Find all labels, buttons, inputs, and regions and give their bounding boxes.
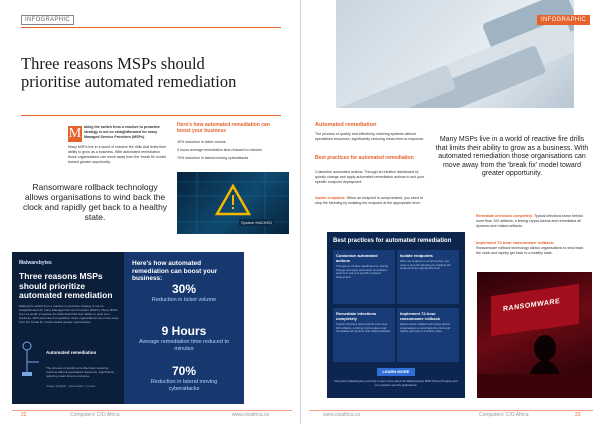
card-item-title: Customize automated actions <box>336 253 378 263</box>
stat-label: Reduction in ticket volume <box>151 297 217 303</box>
best-body: Customise automated actions: Through an intuitive dashboard UI, quickly change and apply automated remediation actions to suit your specific endpoint deployment. <box>315 170 425 184</box>
best-practices-card <box>327 232 465 398</box>
card-item-title: Isolate endpoints <box>400 253 433 258</box>
ransomware-photo <box>477 272 592 398</box>
section-tag: INFOGRAPHIC <box>21 15 74 25</box>
magazine-name: Computers' CIO Africa <box>479 412 529 418</box>
stats-heading: Here's how automated remediation can boost your business: <box>132 260 218 282</box>
infographic-panel <box>12 252 124 404</box>
pull-quote: Ransomware rollback technology allows organisations to wind back the clock and rapidly get back to a healthy state. <box>22 182 168 222</box>
card-heading: Best practices for automated remediation <box>333 238 452 244</box>
divider <box>21 115 281 116</box>
section-tag: INFOGRAPHIC <box>537 15 590 25</box>
hacked-caption: System HACKED <box>241 220 273 225</box>
right-page <box>300 0 600 424</box>
stat-value: 30% <box>171 282 197 296</box>
infected-body: Typical infections leave behind more than 100 artifacts, a linking crypto-tokens and remediates all dynamic and related artifacts. <box>476 214 583 228</box>
auto-body: The process of quickly and effectively restoring systems without specialised resources, significantly reducing mean-time-to-response. <box>315 132 425 141</box>
hacked-photo <box>177 172 289 234</box>
card-item <box>397 308 459 362</box>
card-item-body: Through an intuitive dashboard UI, quickly change and apply automated remediation actions to suit your specific endpoint deployment. <box>336 264 389 279</box>
isolate-body: When an endpoint is compromised, you need to stop the bleeding by isolating the endpoint at the appropriate level. <box>315 196 423 205</box>
bullet-item: 30% reduction in ticket volume <box>177 140 226 144</box>
card-item-body: When an endpoint is compromised, you need to stop the bleeding by isolating the endpoint at the appropriate level. <box>400 259 451 271</box>
divider <box>21 27 281 28</box>
panel-section-body: The process of quickly and effectively restoring systems without specialised resources, significantly reducing mean-time-to-response. <box>46 366 115 378</box>
bullet-item: 9 hours average remediation time reduced to minutes <box>177 148 263 152</box>
stats-panel <box>124 252 244 404</box>
stats-bullets <box>177 140 287 164</box>
sidebar-heading: Here's how automated remediation can boost your business <box>177 122 270 134</box>
card-item-title: Implement 72-hour ransomware rollback <box>400 311 441 321</box>
panel-heading: Three reasons MSPs should prioritize automated remediation <box>19 271 113 300</box>
article-title: Three reasons MSPs should prioritise automated remediation <box>21 54 237 91</box>
panel-section-title: Automated remediation <box>46 350 97 355</box>
stat-label: Average remediation time reduced to minutes <box>138 339 230 352</box>
isolate-lead: Isolate endpoints: <box>315 196 346 200</box>
stat-value: 9 Hours <box>161 324 207 338</box>
card-item-body: Ransomware rollback technology allows organisations to wind back the clock and rapidly get back to a healthy state. <box>400 322 451 334</box>
stat-block <box>124 282 244 304</box>
magazine-name: Computers' CIO Africa <box>70 412 120 418</box>
infected-paragraph <box>476 214 588 229</box>
footer-url: www.cioafrica.co <box>232 412 270 418</box>
footer-rule <box>309 410 593 411</box>
rollback-body: Ransomware rollback technology allows organisations to wind back the clock and rapidly get back to a healthy state. <box>476 246 584 255</box>
panel-body: Making the switch from a reactive to proactive strategy is not so straightforward for many Managed Service Providers (MSPs). Many MSPs live in a world of reactive fire drills that limits their ability to grow as a business. With automated remediation those organisations can move away from the 'break fix' model toward greater opportunities. <box>19 304 119 324</box>
footer-url: www.cioafrica.co <box>323 412 361 418</box>
stat-label: Reduction in lateral moving cyberattacks <box>150 379 218 392</box>
pull-quote: Many MSPs live in a world of reactive fire drills that limits their ability to grow as a business. With automated remediation those organisations can move away from the 'break fix' model toward greater opportunity. <box>435 136 589 177</box>
card-item-body: Typical infections leave behind more than 100 artifacts, a linking crypto-tokens and remediates all dynamic and related artifacts. <box>336 322 391 334</box>
card-item <box>333 308 395 362</box>
card-item <box>397 250 459 304</box>
card-item-title: Remediate infections completely <box>336 311 377 321</box>
rollback-heading: Implement 72-hour ransomware rollback: <box>476 240 555 245</box>
brand-logo: Malwarebytes <box>19 260 52 266</box>
panel-usage: Usage: English · Automation / remed. <box>46 384 96 388</box>
card-bottom-text: Visit www.malwarebytes.com/msp to learn more about the Malwarebytes MSP Partner Program and our proactive security applications. <box>334 379 458 387</box>
intro-body: Many MSPs live in a world of reactive fire drills that limits their ability to grow as a business. With automated remediation those organisations can move away from the 'break fix' model toward greater opportunity. <box>68 145 167 164</box>
infected-lead: Remediate infections completely: <box>476 214 534 218</box>
ransomware-label: RANSOMWARE <box>503 297 561 314</box>
page-number: 23 <box>575 412 581 418</box>
isolate-paragraph <box>315 196 425 206</box>
page-number: 22 <box>21 412 27 418</box>
stat-block <box>124 324 244 352</box>
auto-heading: Automated remediation <box>315 122 377 128</box>
stat-block <box>124 364 244 392</box>
intro-lead: aking the switch from a reactive to proactive strategy is not so straightforward for many Managed Service Providers (MSPs). <box>84 125 160 139</box>
bullet-item: 70% reduction in lateral moving cyberattacks <box>177 156 249 160</box>
best-heading: Best practices for automated remediation <box>315 155 414 161</box>
stat-value: 70% <box>171 364 197 378</box>
footer-rule <box>12 410 292 411</box>
drop-cap: M <box>68 126 82 141</box>
robot-arm-icon <box>19 338 41 378</box>
learn-more-button[interactable]: LEARN MORE <box>377 368 415 376</box>
card-item <box>333 250 395 304</box>
